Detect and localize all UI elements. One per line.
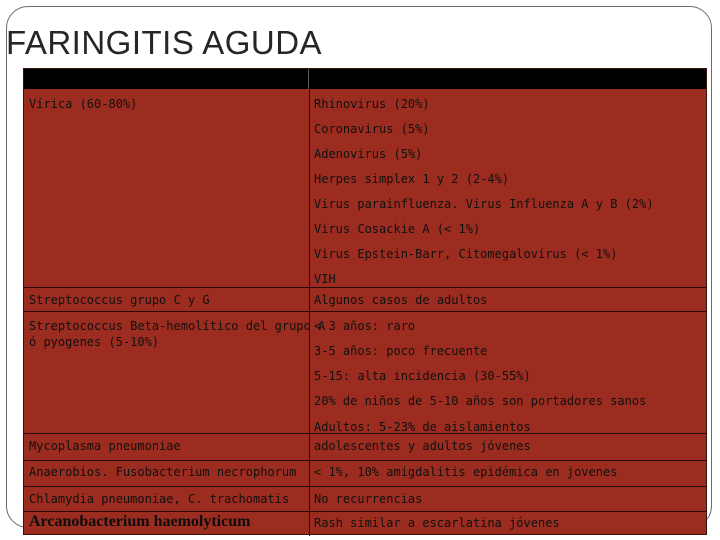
table-cell-detail: No recurrencias — [314, 492, 423, 506]
column-divider — [309, 89, 310, 536]
row-separator — [24, 460, 706, 461]
table-cell-agent: Chlamydia pneumoniae, C. trachomatis — [29, 492, 290, 506]
table-cell-detail: Virus parainfluenza. Virus Influenza A y B (2%) — [314, 197, 654, 211]
agent-italic-name: Fusobacterium necrophorum — [115, 465, 297, 479]
table-cell-detail: Adenovirus (5%) — [314, 147, 423, 161]
table-cell-detail: Herpes simplex 1 y 2 (2-4%) — [314, 172, 510, 186]
table-cell-detail: Coronavirus (5%) — [314, 122, 430, 136]
table-cell-agent: ó pyogenes (5-10%) — [29, 335, 160, 349]
table-cell-agent — [29, 465, 296, 479]
row-separator — [24, 486, 706, 487]
row-separator — [24, 311, 706, 312]
table-header-cell-details — [309, 69, 706, 89]
table-cell-agent: Streptococcus grupo C y G — [29, 293, 210, 307]
pathogen-table — [23, 68, 707, 535]
table-cell-detail: Rash similar a escarlatina jóvenes — [314, 516, 560, 530]
table-cell-detail: Virus Epstein-Barr, Citomegalovirus (< 1%) — [314, 247, 618, 261]
table-cell-agent: Vírica (60-80%) — [29, 97, 138, 111]
table-cell-detail: Adultos: 5-23% de aislamientos — [314, 420, 531, 434]
table-cell-agent: Arcanobacterium haemolyticum — [29, 513, 251, 530]
table-cell-detail: VIH — [314, 272, 336, 286]
table-cell-agent: Streptococcus Beta-hemolítico del grupo A — [29, 319, 326, 333]
agent-prefix: Anaerobios. — [29, 465, 116, 479]
table-cell-detail: 3-5 años: poco frecuente — [314, 344, 488, 358]
table-cell-detail: Rhinovirus (20%) — [314, 97, 430, 111]
table-cell-detail: < 3 años: raro — [314, 319, 416, 333]
row-separator — [24, 287, 706, 288]
table-cell-detail: Algunos casos de adultos — [314, 293, 488, 307]
table-cell-detail: 20% de niños de 5-10 años son portadores sanos — [314, 394, 647, 408]
table-cell-agent: Mycoplasma pneumoniae — [29, 439, 181, 453]
slide-title: FARINGITIS AGUDA — [6, 24, 323, 61]
table-cell-detail: adolescentes y adultos jóvenes — [314, 439, 531, 453]
row-separator — [24, 511, 706, 512]
table-header-row — [24, 69, 706, 89]
table-cell-detail: Virus Cosackie A (< 1%) — [314, 222, 481, 236]
table-cell-detail: 5-15: alta incidencia (30-55%) — [314, 369, 531, 383]
table-cell-detail: < 1%, 10% amigdalitis epidémica en jovenes — [314, 465, 618, 479]
table-header-cell-agent — [24, 69, 309, 89]
